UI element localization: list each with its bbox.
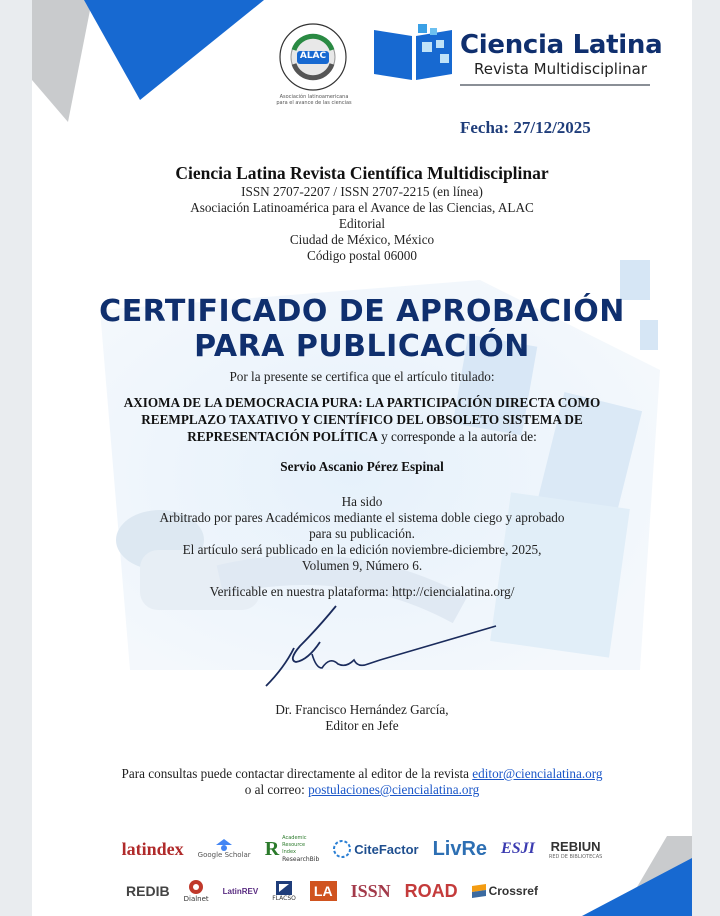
- livre-logo: [433, 838, 487, 861]
- status-line-5: Volumen 9, Número 6.: [301, 558, 423, 573]
- certificate-title-line1: CERTIFICADO DE APROBACIÓN: [99, 294, 625, 329]
- flacso-label: FLACSO: [272, 894, 296, 902]
- redib-logo: [126, 883, 170, 899]
- brand-name: Ciencia Latina: [460, 30, 663, 60]
- article-title-line2: REEMPLAZO TAXATIVO Y CIENTÍFICO DEL OBSOLETO SISTEMA DE: [141, 412, 583, 427]
- journal-info: [32, 184, 692, 264]
- latindex-label: latindex: [121, 838, 184, 859]
- dialnet-icon: [188, 879, 204, 895]
- contact-block: [32, 766, 692, 798]
- researchbib-text: [282, 835, 319, 863]
- rebiun-sub: RED DE BIBLIOTECAS: [548, 853, 603, 860]
- verify-text: Verificable en nuestra plataforma: http://ciencialatina.org/: [209, 584, 515, 599]
- authorship-text: y corresponde a la autoría de:: [377, 429, 537, 444]
- crossref-logo: [472, 884, 538, 898]
- certificate-date: Fecha: 27/12/2025: [460, 118, 591, 137]
- certificate-page: [32, 0, 692, 916]
- rb-icon: R: [264, 837, 280, 860]
- researchbib-label: ResearchBib: [282, 856, 320, 863]
- alac-ring-text: Asociación latinoamericana para el avance de las ciencias: [276, 94, 352, 106]
- citefactor-icon: [333, 840, 351, 858]
- editor-role: Editor en Jefe: [325, 718, 399, 733]
- brand-underline: [460, 84, 650, 86]
- latindex-logo: [122, 839, 184, 860]
- journal-issn: ISSN 2707-2207 / ISSN 2707-2215 (en línea): [241, 184, 483, 199]
- dialnet-label: Dialnet: [183, 895, 209, 903]
- citefactor-label: CiteFactor: [354, 841, 419, 857]
- ciencia-latina-book-icon: [372, 24, 454, 82]
- indexing-logos-row-1: [32, 834, 692, 864]
- researchbib-sub: Academic Resource Index: [282, 835, 307, 855]
- rebiun-label: REBIUN: [550, 838, 601, 854]
- article-title: [32, 394, 692, 445]
- editor-signature: [260, 598, 500, 693]
- esji-logo: [501, 840, 535, 858]
- top-left-decoration: [32, 0, 272, 130]
- google-scholar-icon: [216, 839, 232, 851]
- la-label: LA: [310, 881, 337, 901]
- rebiun-logo: [549, 839, 603, 860]
- journal-association: Asociación Latinoamérica para el Avance de las Ciencias, ALAC: [190, 200, 534, 215]
- brand-subtitle: Revista Multidisciplinar: [474, 60, 647, 78]
- esji-label: ESJI: [501, 840, 535, 857]
- editor-block: [32, 702, 692, 734]
- contact-line-2: [32, 782, 692, 798]
- article-title-line1: AXIOMA DE LA DEMOCRACIA PURA: LA PARTICIPACIÓN DIRECTA COMO: [123, 395, 601, 410]
- certificate-intro: Por la presente se certifica que el artículo titulado:: [229, 369, 495, 384]
- road-logo: [405, 881, 458, 902]
- journal-postal: Código postal 06000: [307, 248, 417, 263]
- contact-line-2-text: o al correo:: [244, 782, 309, 797]
- status-line-2: Arbitrado por pares Académicos mediante el sistema doble ciego y aprobado: [159, 510, 565, 525]
- latinrev-label: LatinREV: [222, 886, 259, 896]
- issn-logo: [351, 881, 391, 902]
- redib-label: REDIB: [126, 883, 170, 899]
- researchbib-logo: [265, 835, 320, 863]
- crossref-icon: [472, 884, 486, 898]
- indexing-logos-row-2: [32, 876, 662, 906]
- alac-logo: [276, 22, 352, 106]
- google-scholar-label: Google Scholar: [197, 851, 251, 859]
- status-line-1: Ha sido: [341, 494, 383, 509]
- issn-label: ISSN: [350, 880, 391, 901]
- road-label: ROAD: [404, 880, 458, 901]
- crossref-label: Crossref: [488, 884, 538, 898]
- author-name: Servio Ascanio Pérez Espinal: [280, 459, 444, 474]
- editor-name: Dr. Francisco Hernández García,: [275, 702, 449, 717]
- flacso-icon: [276, 881, 292, 895]
- dialnet-logo: [184, 879, 209, 903]
- status-line-4: El artículo será publicado en la edición noviembre-diciembre, 2025,: [182, 542, 542, 557]
- postulaciones-email-link[interactable]: postulaciones@ciencialatina.org: [308, 782, 480, 797]
- journal-city: Ciudad de México, México: [289, 232, 435, 247]
- contact-line-1-text: Para consultas puede contactar directamente al editor de la revista: [121, 766, 473, 781]
- article-title-line3: [32, 428, 692, 445]
- alac-badge-text: ALAC: [299, 51, 327, 61]
- journal-editorial: Editorial: [338, 216, 386, 231]
- approval-status: [32, 494, 692, 574]
- la-logo: [310, 881, 337, 901]
- flacso-logo: [272, 881, 296, 902]
- article-title-line3-text: REPRESENTACIÓN POLÍTICA: [187, 429, 378, 444]
- google-scholar-logo: [198, 839, 251, 859]
- editor-email-link[interactable]: editor@ciencialatina.org: [472, 766, 603, 781]
- citefactor-logo: [333, 840, 418, 858]
- contact-line-1: [32, 766, 692, 782]
- latinrev-logo: [223, 887, 259, 896]
- journal-name: Ciencia Latina Revista Científica Multidisciplinar: [175, 163, 549, 183]
- certificate-title-line2: PARA PUBLICACIÓN: [194, 329, 530, 364]
- status-line-3: para su publicación.: [309, 526, 415, 541]
- livre-label: LivRe: [432, 837, 488, 860]
